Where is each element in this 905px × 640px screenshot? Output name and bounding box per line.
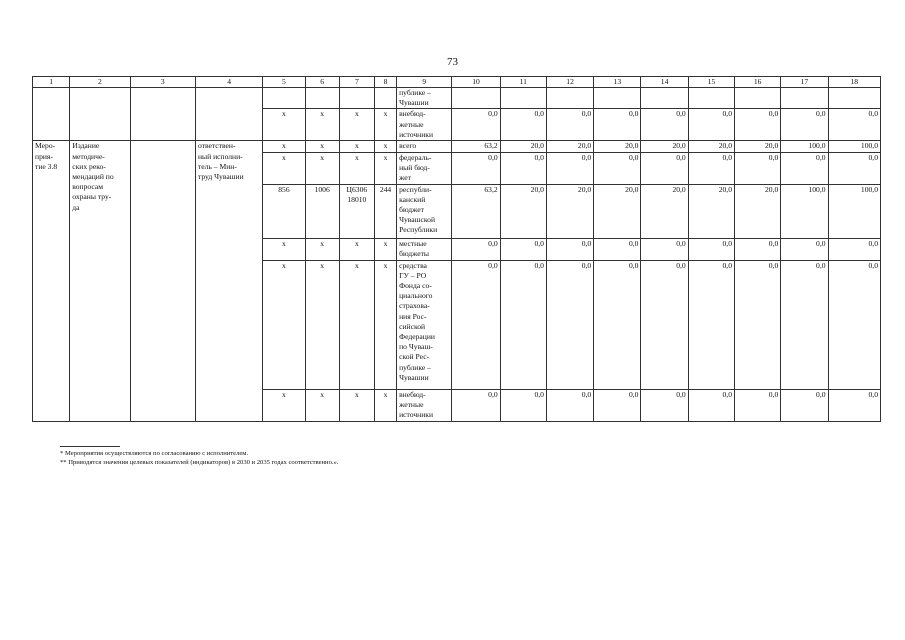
code-cell: x (374, 109, 396, 141)
code-cell: x (263, 389, 305, 421)
code-cell (305, 88, 339, 109)
code-cell (339, 88, 374, 109)
column-header: 2 (70, 77, 130, 88)
value-cell (641, 88, 688, 109)
value-cell: 20,0 (500, 184, 546, 238)
value-cell: 20,0 (735, 141, 781, 152)
value-cell: 0,0 (500, 109, 546, 141)
code-cell: x (339, 141, 374, 152)
value-cell (688, 88, 734, 109)
funding-source: средства ГУ – РО Фонда со- циального страхова- ния Рос- сийской Федерации по Чуваш- ской Рес- публике – Чувашии (397, 260, 452, 389)
code-cell: x (374, 141, 396, 152)
value-cell (594, 88, 641, 109)
column-header: 1 (33, 77, 70, 88)
funding-source: внебюд- жетные источники (397, 389, 452, 421)
funding-source: публике – Чувашии (397, 88, 452, 109)
value-cell: 20,0 (594, 184, 641, 238)
value-cell: 0,0 (452, 260, 500, 389)
value-cell: 0,0 (546, 389, 593, 421)
value-cell: 0,0 (735, 152, 781, 184)
value-cell: 0,0 (594, 260, 641, 389)
value-cell: 20,0 (688, 184, 734, 238)
footnotes (60, 446, 338, 467)
value-cell: 0,0 (641, 238, 688, 260)
code-cell: x (339, 152, 374, 184)
column-header: 13 (594, 77, 641, 88)
value-cell (546, 88, 593, 109)
code-cell: x (374, 389, 396, 421)
value-cell: 0,0 (781, 260, 828, 389)
measure-executor: ответствен- ный исполни- тель – Мин- труд Чувашии (195, 141, 262, 421)
value-cell: 0,0 (735, 389, 781, 421)
value-cell: 20,0 (546, 141, 593, 152)
value-cell: 0,0 (781, 238, 828, 260)
value-cell: 0,0 (688, 152, 734, 184)
value-cell: 20,0 (546, 184, 593, 238)
value-cell: 0,0 (452, 109, 500, 141)
code-cell: x (305, 109, 339, 141)
value-cell: 0,0 (641, 389, 688, 421)
code-cell: x (263, 141, 305, 152)
value-cell: 0,0 (828, 389, 880, 421)
value-cell: 0,0 (828, 152, 880, 184)
value-cell: 0,0 (688, 389, 734, 421)
column-header: 4 (195, 77, 262, 88)
column-header: 16 (735, 77, 781, 88)
column-header: 6 (305, 77, 339, 88)
value-cell: 0,0 (828, 109, 880, 141)
value-cell: 0,0 (452, 238, 500, 260)
value-cell: 20,0 (641, 141, 688, 152)
code-cell: x (263, 260, 305, 389)
funding-source: федераль- ный бюд- жет (397, 152, 452, 184)
column-header: 8 (374, 77, 396, 88)
value-cell: 0,0 (735, 109, 781, 141)
value-cell: 63,2 (452, 141, 500, 152)
code-cell: x (374, 238, 396, 260)
value-cell: 0,0 (688, 260, 734, 389)
value-cell: 0,0 (546, 109, 593, 141)
column-header: 10 (452, 77, 500, 88)
value-cell: 0,0 (781, 109, 828, 141)
code-cell: x (263, 109, 305, 141)
column-header: 9 (397, 77, 452, 88)
footnote-1: * Мероприятия осуществляются по согласованию с исполнителем. (60, 450, 249, 457)
value-cell: 0,0 (641, 260, 688, 389)
program-table (32, 76, 881, 422)
table-row (33, 141, 881, 152)
code-cell: x (374, 260, 396, 389)
code-cell: x (305, 141, 339, 152)
column-header: 18 (828, 77, 880, 88)
value-cell: 0,0 (735, 260, 781, 389)
value-cell: 0,0 (546, 152, 593, 184)
carry-cell-col3 (130, 88, 195, 141)
column-header: 5 (263, 77, 305, 88)
funding-source: внебюд- жетные источники (397, 109, 452, 141)
value-cell: 0,0 (500, 389, 546, 421)
value-cell: 0,0 (500, 238, 546, 260)
value-cell: 0,0 (500, 152, 546, 184)
value-cell: 0,0 (735, 238, 781, 260)
funding-source: местные бюджеты (397, 238, 452, 260)
value-cell: 100,0 (781, 184, 828, 238)
value-cell: 0,0 (781, 152, 828, 184)
column-header: 14 (641, 77, 688, 88)
funding-source: республи- канский бюджет Чувашской Республики (397, 184, 452, 238)
value-cell: 0,0 (688, 109, 734, 141)
measure-col3 (130, 141, 195, 421)
code-cell: x (339, 109, 374, 141)
code-cell: x (305, 238, 339, 260)
value-cell: 0,0 (594, 152, 641, 184)
value-cell: 20,0 (500, 141, 546, 152)
value-cell (781, 88, 828, 109)
value-cell: 20,0 (688, 141, 734, 152)
value-cell: 100,0 (781, 141, 828, 152)
carry-cell-name (70, 88, 130, 141)
value-cell: 20,0 (594, 141, 641, 152)
code-cell: 856 (263, 184, 305, 238)
page-number: 73 (447, 56, 458, 68)
value-cell: 0,0 (828, 260, 880, 389)
value-cell: 100,0 (828, 184, 880, 238)
value-cell: 0,0 (594, 109, 641, 141)
value-cell: 0,0 (781, 389, 828, 421)
code-cell: Ц6306 18010 (339, 184, 374, 238)
code-cell: x (305, 152, 339, 184)
value-cell: 0,0 (500, 260, 546, 389)
column-header: 17 (781, 77, 828, 88)
funding-source: всего (397, 141, 452, 152)
column-header: 15 (688, 77, 734, 88)
carry-cell-number (33, 88, 70, 141)
value-cell: 20,0 (641, 184, 688, 238)
footnote-divider (60, 446, 120, 447)
value-cell: 63,2 (452, 184, 500, 238)
code-cell: 244 (374, 184, 396, 238)
code-cell: 1006 (305, 184, 339, 238)
value-cell: 0,0 (594, 389, 641, 421)
value-cell (735, 88, 781, 109)
value-cell: 0,0 (594, 238, 641, 260)
measure-number: Меро- прия- тие 3.8 (33, 141, 70, 421)
code-cell: x (374, 152, 396, 184)
value-cell: 0,0 (828, 238, 880, 260)
column-header: 12 (546, 77, 593, 88)
code-cell: x (263, 152, 305, 184)
value-cell: 0,0 (641, 152, 688, 184)
value-cell: 0,0 (688, 238, 734, 260)
measure-name: Издание методиче- ских реко- мендаций по вопросам охраны тру- да (70, 141, 130, 421)
code-cell: x (305, 260, 339, 389)
code-cell: x (339, 389, 374, 421)
value-cell: 20,0 (735, 184, 781, 238)
code-cell: x (339, 238, 374, 260)
footnote-2: ** Приводятся значения целевых показателей (индикаторов) в 2030 и 2035 годах соответственно.». (60, 459, 339, 466)
code-cell (263, 88, 305, 109)
carry-cell-executor (195, 88, 262, 141)
code-cell: x (263, 238, 305, 260)
value-cell: 0,0 (641, 109, 688, 141)
value-cell: 0,0 (546, 260, 593, 389)
table-row (33, 88, 881, 109)
column-header: 11 (500, 77, 546, 88)
value-cell: 0,0 (546, 238, 593, 260)
value-cell: 0,0 (452, 152, 500, 184)
value-cell (452, 88, 500, 109)
code-cell (374, 88, 396, 109)
value-cell (828, 88, 880, 109)
value-cell: 0,0 (452, 389, 500, 421)
value-cell: 100,0 (828, 141, 880, 152)
header-row (33, 77, 881, 88)
code-cell: x (339, 260, 374, 389)
column-header: 7 (339, 77, 374, 88)
code-cell: x (305, 389, 339, 421)
column-header: 3 (130, 77, 195, 88)
value-cell (500, 88, 546, 109)
